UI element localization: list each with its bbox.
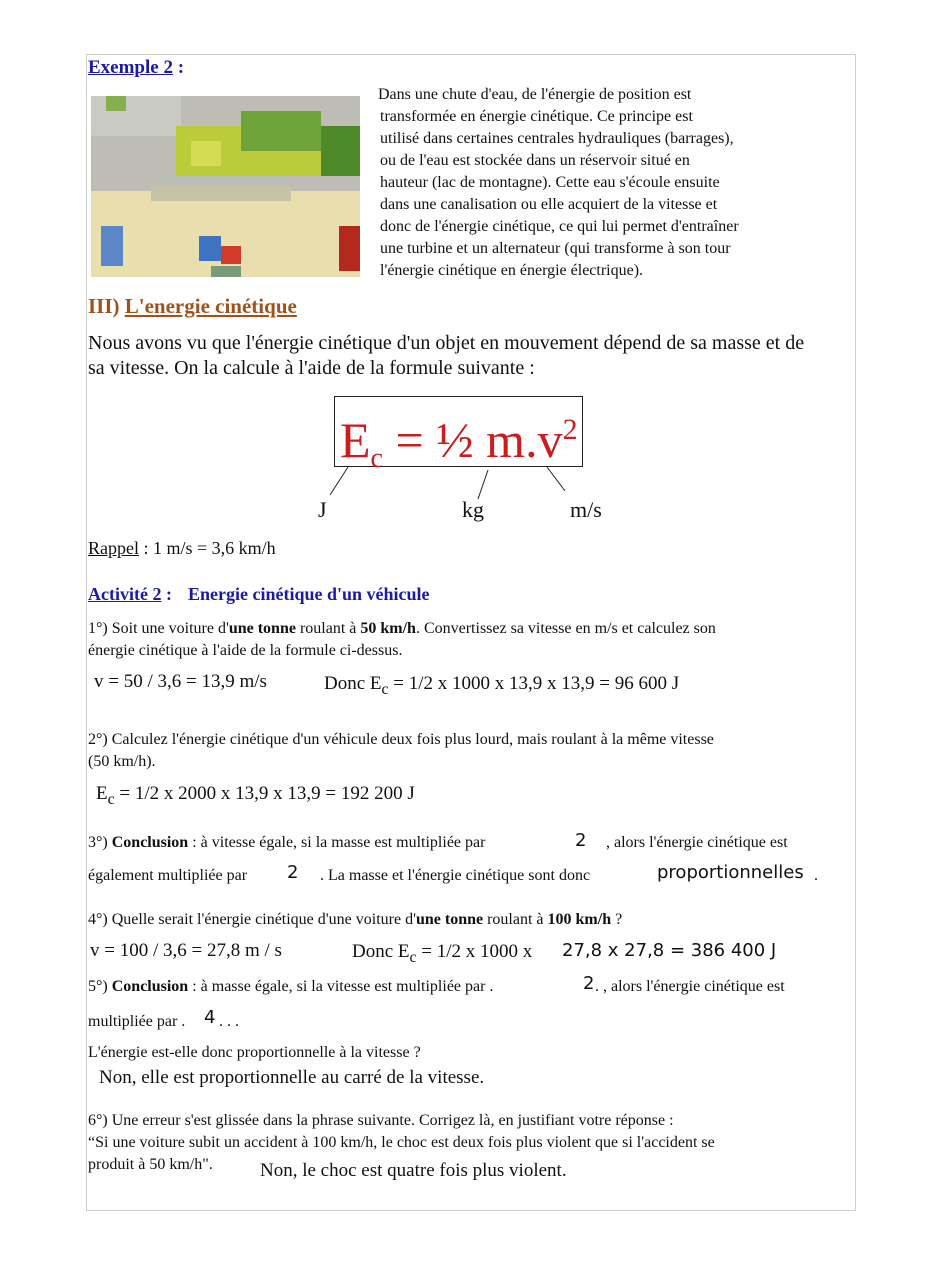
- q6-answer: Non, le choc est quatre fois plus violent.: [260, 1160, 567, 1181]
- q5-text: : à masse égale, si la vitesse est multipliée par .: [188, 978, 494, 995]
- rappel-text: : 1 m/s = 3,6 km/h: [139, 538, 276, 558]
- q5-answer-2: 4: [204, 1007, 216, 1028]
- question-2: [88, 729, 714, 773]
- q3-conclusion: Conclusion: [111, 834, 189, 851]
- q2-line2: (50 km/h).: [88, 753, 156, 770]
- q2-answer-text: = 1/2 x 2000 x 13,9 x 13,9 = 192 200 J: [114, 783, 415, 804]
- activity-label: Activité 2: [88, 584, 162, 604]
- q5-text-2: . , alors l'énergie cinétique est: [595, 978, 785, 995]
- q2-line1: 2°) Calculez l'énergie cinétique d'un véhicule deux fois plus lourd, mais roulant à la même vitesse: [88, 731, 714, 748]
- q2-answer: [96, 783, 415, 809]
- q5-conclusion: Conclusion: [111, 978, 189, 995]
- formula-e: E: [340, 412, 371, 468]
- pointer-line-kg: [478, 470, 488, 499]
- waterfall-image: [91, 96, 360, 277]
- example-line: une turbine et un alternateur (qui transforme à son tour: [380, 240, 731, 257]
- q1-line2: énergie cinétique à l'aide de la formule ci-dessus.: [88, 642, 403, 659]
- example-heading: [88, 57, 184, 79]
- pixelated-photo: [91, 96, 360, 277]
- example-colon: :: [172, 57, 185, 78]
- q4-text: ?: [611, 911, 623, 928]
- q4-text: 4°) Quelle serait l'énergie cinétique d'une voiture d': [88, 911, 416, 928]
- example-line: dans une canalisation ou elle acquiert de la vitesse et: [380, 196, 718, 213]
- q5-number: 5°): [88, 978, 112, 995]
- rappel: [88, 538, 276, 559]
- q1-answer-speed: v = 50 / 3,6 = 13,9 m/s: [94, 671, 267, 692]
- unit-joule: J: [318, 497, 327, 522]
- q1-answer-sub: c: [381, 680, 389, 698]
- q3-text-3: également multipliée par: [88, 867, 248, 884]
- formula-pointer-lines: [300, 465, 600, 505]
- section-intro-line: sa vitesse. On la calcule à l'aide de la formule suivante :: [88, 357, 535, 379]
- formula-sub: c: [370, 443, 383, 474]
- q4-answer-text: Donc E: [352, 941, 410, 962]
- formula-rest: = ½ m.v: [382, 412, 563, 468]
- q5-text-3: multipliée par .: [88, 1013, 186, 1030]
- q4-answer-handwritten: 27,8 x 27,8 = 386 400 J: [562, 940, 777, 961]
- question-1: [88, 618, 716, 662]
- activity-title: Energie cinétique d'un véhicule: [187, 584, 430, 604]
- q3-number: 3°): [88, 834, 112, 851]
- question-4: [88, 909, 622, 931]
- q4-answer-speed: v = 100 / 3,6 = 27,8 m / s: [90, 940, 282, 961]
- rappel-label: Rappel: [88, 538, 139, 558]
- pointer-line-ms: [547, 467, 565, 491]
- section-heading: [88, 294, 297, 319]
- q1-bold-speed: 50 km/h: [360, 620, 416, 637]
- q6-line3: produit à 50 km/h".: [88, 1156, 213, 1173]
- activity-colon: :: [161, 584, 172, 604]
- q1-answer-text: Donc E: [324, 673, 382, 694]
- example-line: transformée en énergie cinétique. Ce principe est: [380, 108, 693, 125]
- q5-answer: Non, elle est proportionnelle au carré de la vitesse.: [99, 1067, 485, 1088]
- q5-question: L'énergie est-elle donc proportionnelle à la vitesse ?: [88, 1044, 421, 1061]
- q4-text: roulant à: [483, 911, 548, 928]
- section-intro: [88, 331, 804, 381]
- formula-exponent: 2: [562, 413, 578, 446]
- q1-text: . Convertissez sa vitesse en m/s et calculez son: [415, 620, 716, 637]
- q4-bold-speed: 100 km/h: [547, 911, 612, 928]
- example-line: utilisé dans certaines centrales hydrauliques (barrages),: [380, 130, 734, 147]
- section-intro-line: Nous avons vu que l'énergie cinétique d'un objet en mouvement dépend de sa masse et de: [88, 332, 805, 354]
- q3-answer-1: 2: [575, 830, 587, 851]
- q3-text-4: . La masse et l'énergie cinétique sont donc: [320, 867, 591, 884]
- pointer-line-j: [330, 467, 348, 495]
- q3-text-2: , alors l'énergie cinétique est: [606, 834, 788, 851]
- q3-answer-3: proportionnelles: [657, 862, 804, 883]
- q1-text: 1°) Soit une voiture d': [88, 620, 229, 637]
- example-title: Exemple 2: [88, 57, 173, 78]
- q5-answer-1: 2: [583, 973, 595, 994]
- q4-answer-energy: [352, 941, 532, 967]
- q2-answer-sub: c: [107, 790, 115, 808]
- example-line: donc de l'énergie cinétique, ce qui lui permet d'entraîner: [380, 218, 739, 235]
- q1-answer-text: = 1/2 x 1000 x 13,9 x 13,9 = 96 600 J: [388, 673, 680, 694]
- example-line: ou de l'eau est stockée dans un réservoir situé en: [380, 152, 690, 169]
- question-5-line1: [88, 976, 493, 998]
- q1-bold-mass: une tonne: [228, 620, 296, 637]
- example-line: Dans une chute d'eau, de l'énergie de position est: [378, 86, 692, 103]
- q3-answer-2: 2: [287, 862, 299, 883]
- q6-line2: “Si une voiture subit un accident à 100 km/h, le choc est deux fois plus violent que si l'accident se: [88, 1134, 715, 1151]
- unit-ms: m/s: [570, 497, 602, 522]
- q1-text: roulant à: [295, 620, 361, 637]
- example-paragraph: [378, 84, 739, 282]
- section-number: III): [88, 294, 120, 318]
- activity-heading: [88, 584, 429, 605]
- q4-answer-text: = 1/2 x 1000 x: [416, 941, 533, 962]
- q4-bold-mass: une tonne: [415, 911, 484, 928]
- q3-text-5: .: [814, 867, 818, 884]
- q5-text-4: . . .: [219, 1013, 239, 1030]
- example-line: l'énergie cinétique en énergie électrique).: [380, 262, 644, 279]
- q2-answer-text: E: [96, 783, 108, 804]
- q3-text: : à vitesse égale, si la masse est multipliée par: [188, 834, 486, 851]
- example-line: hauteur (lac de montagne). Cette eau s'écoule ensuite: [380, 174, 720, 191]
- q6-line1: 6°) Une erreur s'est glissée dans la phrase suivante. Corrigez là, en justifiant votre réponse :: [88, 1112, 674, 1129]
- q1-answer-energy: [324, 673, 679, 699]
- section-title: L'energie cinétique: [124, 294, 297, 318]
- unit-kg: kg: [462, 497, 484, 522]
- question-3-line1: [88, 832, 485, 854]
- q4-answer-sub: c: [409, 948, 417, 966]
